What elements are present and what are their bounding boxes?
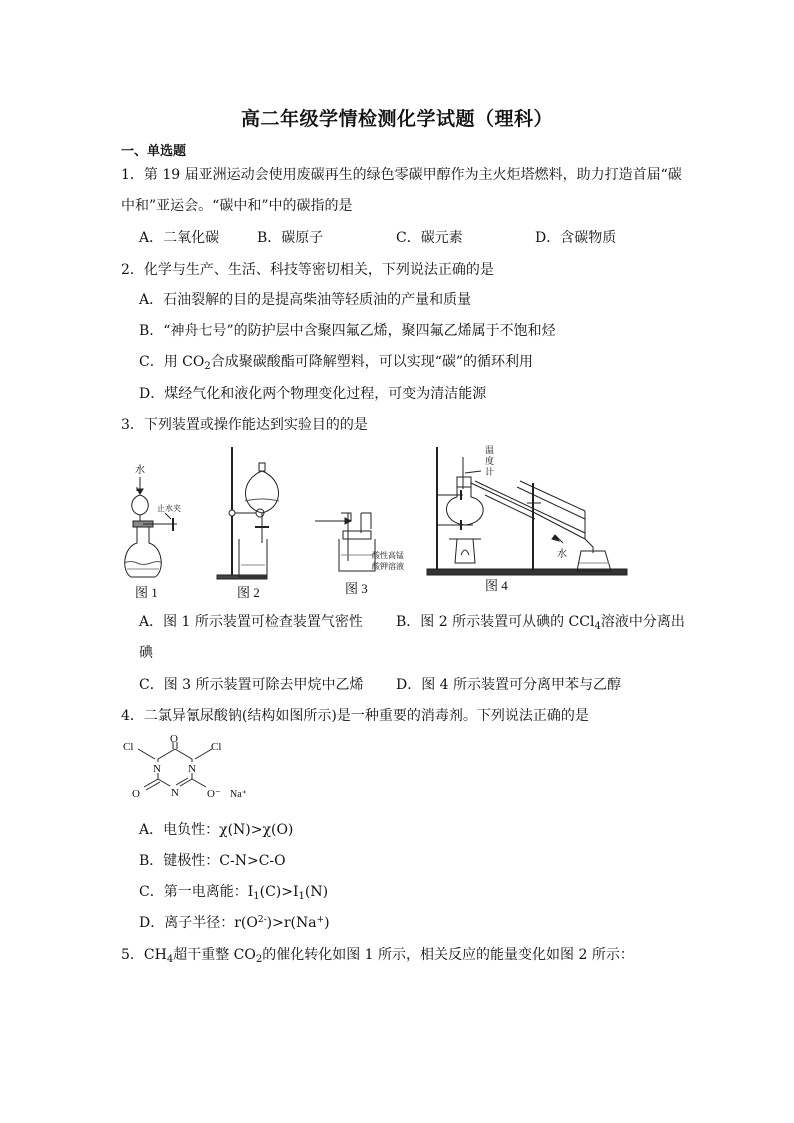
q1-option-d: D．含碳物质 <box>535 230 617 246</box>
fig4-thermometer-label-2: 度 <box>485 456 495 466</box>
mol-oxygen-left: O <box>132 788 140 800</box>
q1-option-a: A．二氧化碳 <box>139 230 220 246</box>
fig3-caption: 图 3 <box>345 581 368 596</box>
q2-option-d: D．煤经气化和液化两个物理变化过程，可变为清洁能源 <box>139 386 487 402</box>
q3-stem: 3．下列装置或操作能达到实验目的的是 <box>121 417 368 433</box>
fig1-caption: 图 1 <box>135 585 158 600</box>
q1-stem-line1: 1．第 19 届亚洲运动会使用废碳再生的绿色零碳甲醇作为主火炬塔燃料，助力打造首届“碳 <box>121 167 682 183</box>
mol-nitrogen-bottom: N <box>171 787 179 799</box>
q2-option-b: B．“神舟七号”的防护层中含聚四氟乙烯，聚四氟乙烯属于不饱和烃 <box>139 323 556 339</box>
q4-option-b: B．键极性：C-N>C-O <box>139 853 286 869</box>
q3-option-a: A．图 1 所示装置可检查装置气密性 <box>139 614 363 630</box>
q1-option-b: B．碳原子 <box>257 230 324 246</box>
figure-3-apparatus <box>315 513 404 596</box>
fig4-thermometer-label-1: 温 <box>485 445 495 455</box>
figure-2-apparatus <box>217 447 279 600</box>
section-heading: 一、单选题 <box>121 144 187 159</box>
q1-option-c: C．碳元素 <box>396 230 463 246</box>
fig4-thermometer-label-3: 计 <box>485 467 495 477</box>
fig4-caption: 图 4 <box>485 578 508 593</box>
q5-stem: 5．$CH_4$超干重整 $CO_2$的催化转化如图 1 所示，相关反应的能量变化如图 2 所示： <box>121 947 634 965</box>
q3-option-c: C．图 3 所示装置可除去甲烷中乙烯 <box>139 677 364 693</box>
mol-oxygen-anion: O⁻ <box>207 788 221 800</box>
q2-option-a: A．石油裂解的目的是提高柴油等轻质油的产量和质量 <box>139 292 472 308</box>
fig3-reagent-label-2: 酸钾溶液 <box>372 562 404 571</box>
fig3-reagent-label-1: 酸性高锰 <box>372 551 404 560</box>
mol-nitrogen-right: N <box>188 763 196 775</box>
mol-sodium-cation: Na⁺ <box>230 789 247 800</box>
fig1-stopcock-label: 止水夹 <box>157 504 181 513</box>
q4-option-a: A．电负性：χ(N)>χ(O) <box>139 822 294 838</box>
q4-option-c: C．第一电离能：$I_1(C)>I_1(N)$ <box>139 884 329 902</box>
q3-option-d: D．图 4 所示装置可分离甲苯与乙醇 <box>396 677 622 693</box>
q1-stem-line2: 中和”亚运会。“碳中和”中的碳指的是 <box>121 198 353 214</box>
figure-1-apparatus <box>124 463 181 600</box>
mol-chlorine-right: Cl <box>211 741 222 753</box>
q2-stem: 2．化学与生产、生活、科技等密切相关，下列说法正确的是 <box>121 262 494 278</box>
mol-nitrogen-left: N <box>153 763 161 775</box>
q2-option-c: C．用 $CO_2$合成聚碳酸酯可降解塑料，可以实现“碳”的循环利用 <box>139 354 534 372</box>
mol-chlorine-left: Cl <box>123 741 134 753</box>
sodium-dichloroisocyanurate-structure <box>118 735 268 810</box>
q3-option-b: B．图 2 所示装置可从碘的 CCl$_4$溶液中分离出 <box>396 614 685 632</box>
fig4-water-label: 水 <box>557 549 567 560</box>
q4-stem: 4．二氯异氰尿酸钠(结构如图所示)是一种重要的消毒剂。下列说法正确的是 <box>121 708 589 724</box>
page-title: 高二年级学情检测化学试题（理科） <box>240 108 553 130</box>
fig1-water-label: 水 <box>135 465 145 476</box>
mol-oxygen-top: O <box>170 735 178 745</box>
q3-option-b-continuation: 碘 <box>139 645 153 661</box>
q4-option-d: D．离子半径：$r(O^{2-})>r(Na^+)$ <box>139 915 330 931</box>
fig2-caption: 图 2 <box>237 585 260 600</box>
figure-4-apparatus <box>427 445 627 593</box>
q3-apparatus-figures <box>115 443 695 603</box>
